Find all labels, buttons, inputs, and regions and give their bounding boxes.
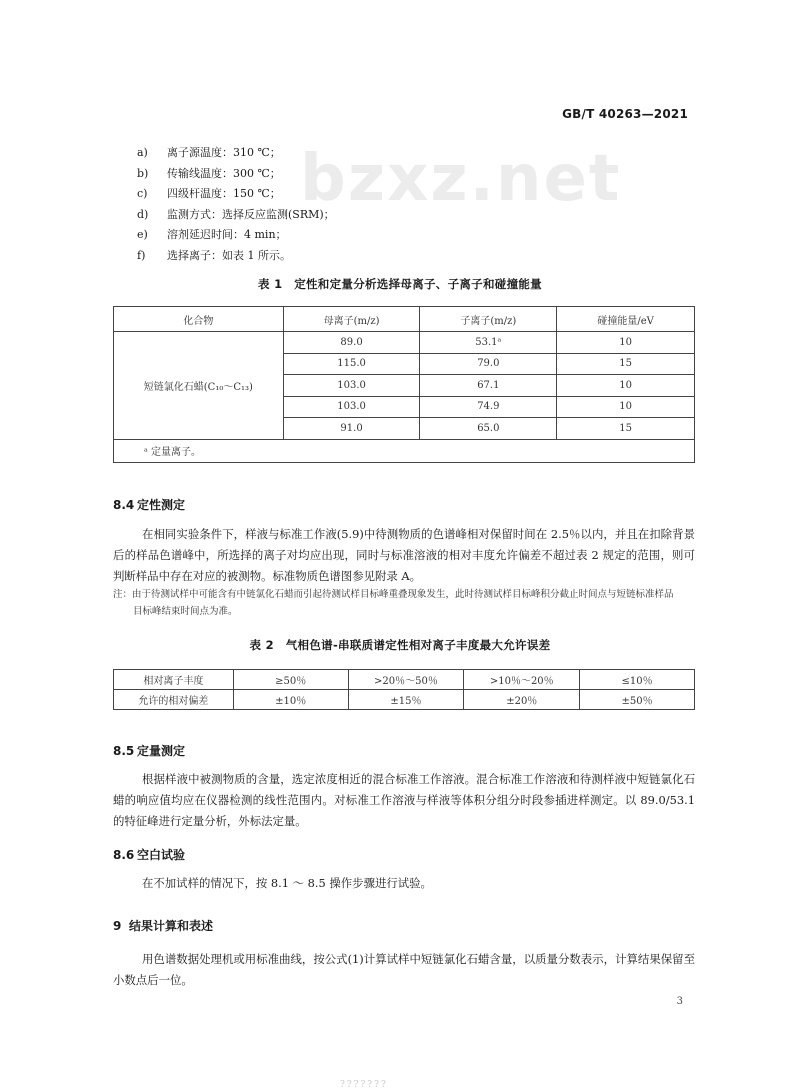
table1-caption: 表 1 定性和定量分析选择母离子、子离子和碰撞能量 xyxy=(257,277,542,291)
header-collision-energy: 碰撞能量/eV xyxy=(557,307,695,332)
section-8-4-paragraph: 在相同实验条件下，样液与标准工作液(5.9)中待测物质的色谱峰相对保留时间在 2.5％以内，并且在扣除背景后的样品色谱峰中，所选择的离子对均应出现，同时与标准溶液的相对丰度允许偏差不超过表 2 规定的范围，则可判断样品中存在对应的被测物。标准物质色谱图参见附录 A。 xyxy=(113,527,695,583)
table1-header-row xyxy=(114,307,695,332)
table-row: 115.0 79.0 15 xyxy=(114,353,695,375)
table1 xyxy=(113,306,695,463)
table2-caption: 表 2 气相色谱-串联质谱定性相对离子丰度最大允许误差 xyxy=(249,638,551,652)
table1-footnote-row xyxy=(114,439,695,462)
compound-cell: 短链氯化石蜡(C₁₀～C₁₃) xyxy=(114,332,284,440)
section-8-6-heading: 8.6 空白试验 xyxy=(113,848,186,862)
section-8-4-heading: 8.4 定性测定 xyxy=(113,498,186,512)
list-item: c) 四级杆温度：150 ℃； xyxy=(137,187,281,201)
bottom-watermark: ??????? xyxy=(340,1080,388,1090)
parameter-list xyxy=(137,143,335,267)
section-8-6-paragraph: 在不加试样的情况下，按 8.1 ～ 8.5 操作步骤进行试验。 xyxy=(142,876,432,890)
table-row: 91.0 65.0 15 xyxy=(114,418,695,440)
section-9-heading: 9 结果计算和表述 xyxy=(113,919,214,933)
table-row: 短链氯化石蜡(C₁₀～C₁₃) 89.0 53.1ᵃ 10 xyxy=(114,332,695,354)
section-9-paragraph: 用色谱数据处理机或用标准曲线，按公式(1)计算试样中短链氯化石蜡含量，以质量分数表示，计算结果保留至小数点后一位。 xyxy=(113,952,695,987)
table-row: 允许的相对偏差 ±10％ ±15％ ±20％ ±50％ xyxy=(114,690,695,710)
table1-footnote: ᵃ 定量离子。 xyxy=(114,439,695,462)
table2 xyxy=(113,669,695,710)
list-item: e) 溶剂延迟时间：4 min； xyxy=(137,228,287,242)
header-parent-ion: 母离子(m/z) xyxy=(283,307,420,332)
section-8-5-paragraph: 根据样液中被测物质的含量，选定浓度相近的混合标准工作溶液。混合标准工作溶液和待测样液中短链氯化石蜡的响应值均应在仪器检测的线性范围内。对标准工作溶液与样液等体积分组分时段参插进样测定。以 89.0/53.1 的特征峰进行定量分析，外标法定量。 xyxy=(113,772,695,828)
table-row: 相对离子丰度 ≥50％ >20％～50％ >10％～20％ ≤10％ xyxy=(114,670,695,690)
table-row: 103.0 67.1 10 xyxy=(114,375,695,397)
list-item: b) 传输线温度：300 ℃； xyxy=(137,166,281,180)
table-row: 103.0 74.9 10 xyxy=(114,396,695,418)
watermark: bzxz.net xyxy=(300,142,622,216)
page-number: 3 xyxy=(676,996,683,1007)
standard-code: GB/T 40263—2021 xyxy=(562,107,688,121)
section-8-4-note: 注：由于待测试样中可能含有中链氯化石蜡而引起待测试样目标峰重叠现象发生，此时待测试样目标峰积分截止时间点与短链标准样品目标峰结束时间点为准。 xyxy=(113,589,674,617)
list-item: d) 监测方式：选择反应监测(SRM)； xyxy=(137,207,335,221)
header-child-ion: 子离子(m/z) xyxy=(420,307,557,332)
list-item: f) 选择离子：如表 1 所示。 xyxy=(137,248,291,262)
section-8-5-heading: 8.5 定量测定 xyxy=(113,744,186,758)
header-compound: 化合物 xyxy=(114,307,284,332)
list-item: a) 离子源温度：310 ℃； xyxy=(137,146,281,159)
